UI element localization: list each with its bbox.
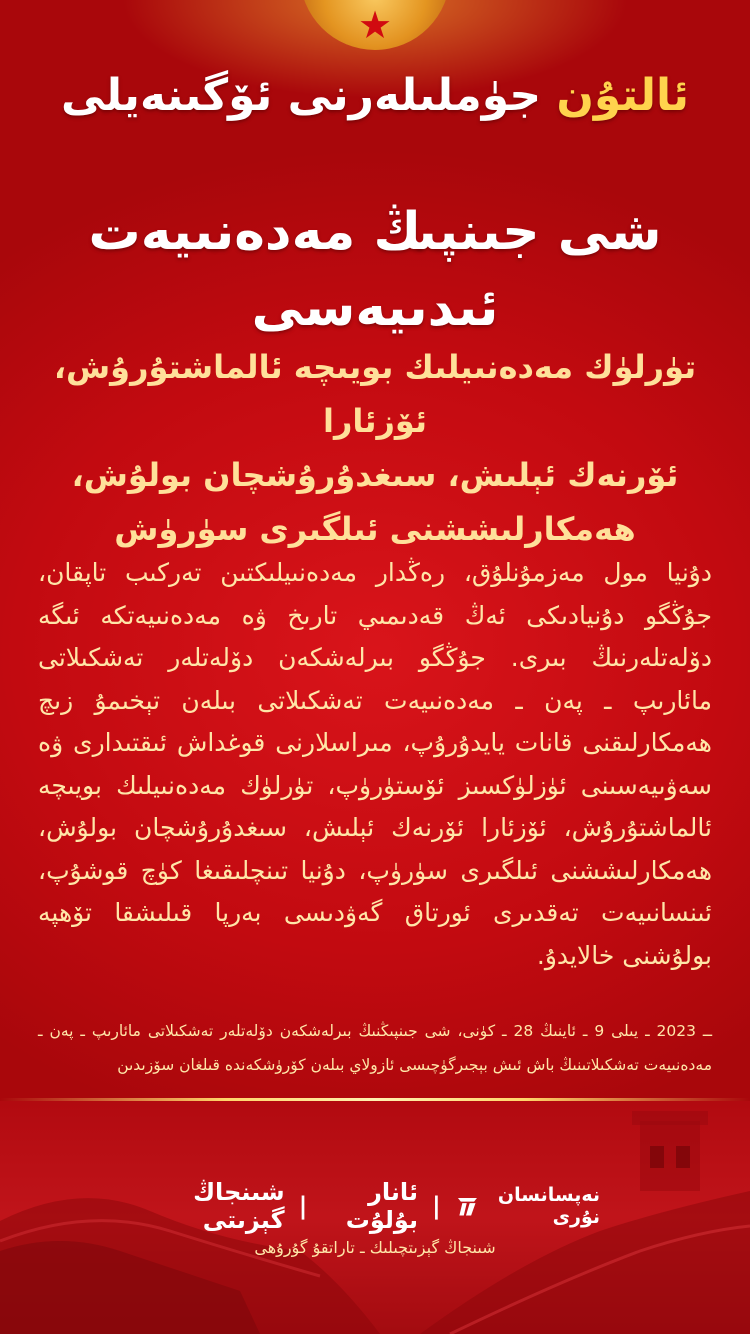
quote-line: ئۆرنەك ئېلىش، سىغدۇرۇشچان بولۇش، [71,456,679,494]
brand-separator: | [431,1192,441,1220]
header-subtitle: شى جىنپىڭ مەدەنىيەت ئىدىيەسى [88,202,662,338]
header-title [0,64,750,128]
quote-line: تۈرلۈك مەدەنىيلىك بويىچە ئالماشتۇرۇش، ئۆزئارا [53,348,697,440]
quote-line: ھەمكارلىششنى ئىلگىرى سۈرۈش [114,510,636,548]
logo-icon [455,1189,480,1223]
header-title-highlight: ئالتۇن [556,70,690,121]
quote-block [40,340,710,556]
source-citation: ــ 2023 ـ يىلى 9 ـ ئاينىڭ 28 ـ كۈنى، شى جىنپىڭنىڭ بىرلەشكەن دۆلەتلەر تەشكىلاتى مائارىپ ـ پەن ـ مەدەنىيەت تەشكىلاتىنىڭ باش ئىش بېجىرگۈچىسى ئازولاي بىلەن كۆرۈشكەندە قىلغان سۆزىدىن [38,1022,713,1074]
brand-logo-text: نەپسانسان نۇرى [497,1184,600,1228]
brand-xinjiang-daily: شىنجاڭ گېزىتى [193,1178,285,1234]
brand-logo [455,1184,600,1228]
footer-brand-row [150,1178,600,1234]
brand-anar-cloud: ئانار بۇلۇت [345,1178,418,1234]
star-icon: ★ [357,3,393,47]
body-paragraph: دۇنيا مول مەزمۇنلۇق، رەڭدار مەدەنىيلىكتىن تەركىب تاپقان، جۇڭگو دۇنيادىكى ئەڭ قەدىمىي تارىخ ۋە مەدەنىيەتكە ئىگە دۆلەتلەرنىڭ بىرى. جۇڭگو بىرلەشكەن دۆلەتلەر تەشكىلاتى مائارىپ ـ پەن ـ مەدەنىيەت تەشكىلاتى بىلەن تېخىمۇ زىچ ھەمكارلىقنى قانات يايدۇرۇپ، مىراسلارنى قوغداش ئىقتىدارى ۋە سەۋىيەسىنى ئۈزلۈكسىز ئۆستۈرۈپ، تۈرلۈك مەدەنىيلىك بويىچە ئالماشتۇرۇش، ئۆزئارا ئۆرنەك ئېلىش، سىغدۇرۇشچان بولۇش، ھەمكارلىششنى ئىلگىرى سۈرۈپ، دۇنيا تىنچلىقىغا كۈچ قوشۇپ، ئىنسانىيەت تەقدىرى ئورتاق گەۋدىسى بەرپا قىلىشقا تۆھپە بولۇشنى خالايدۇ. [38,558,712,970]
brand-separator: | [298,1192,308,1220]
footer-subtitle: شىنجاڭ گېزىتچىلىك ـ تاراتقۇ گۇرۇھى [254,1238,496,1257]
header-title-rest: جۈملىلەرنى ئۆگىنەيلى [60,70,542,121]
